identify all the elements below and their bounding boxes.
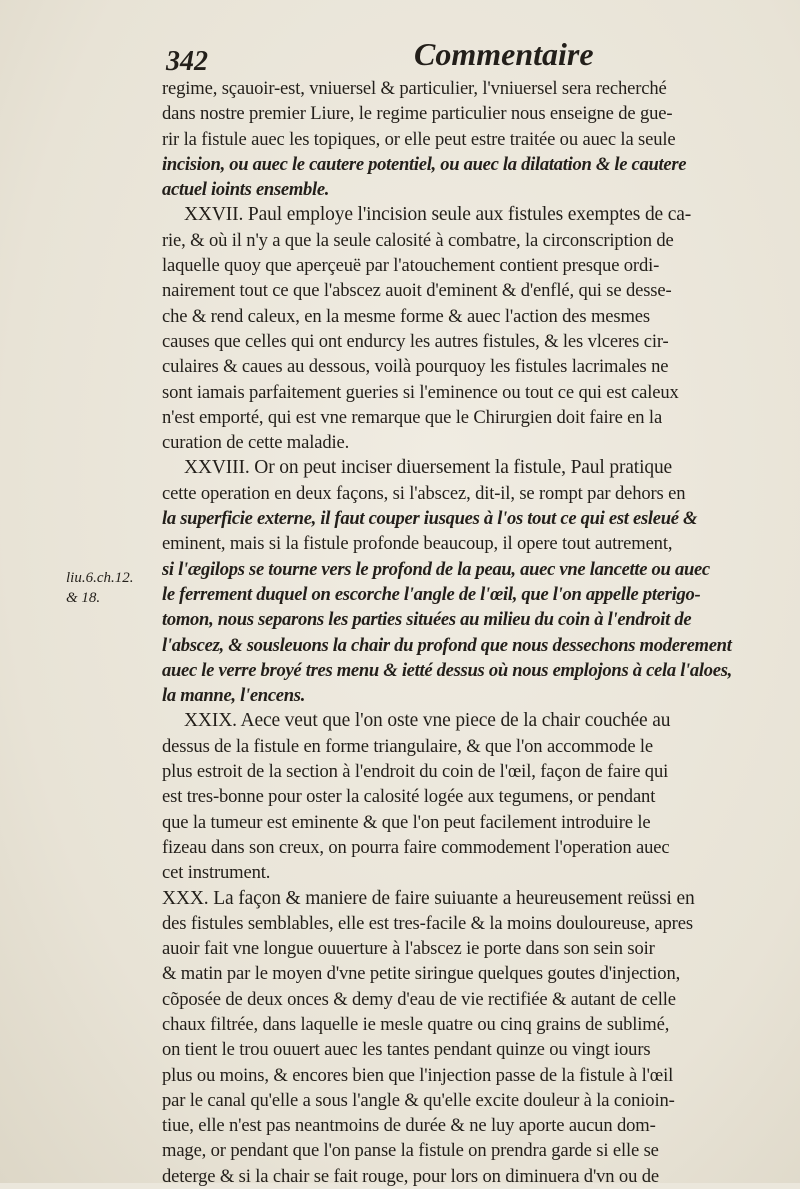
margin-note-line: liu.6.ch.12. [66, 570, 134, 586]
paragraph-start-xxix: XXIX. Aece veut que l'on oste vne piece de la chair couchée au [184, 710, 671, 732]
text-line: tiue, elle n'est pas neantmoins de durée & ne luy aporte aucun dom- [162, 1115, 656, 1137]
text-line: causes que celles qui ont endurcy les autres fistules, & les vlceres cir- [162, 330, 669, 352]
text-line: des fistules semblables, elle est tres-facile & la moins douloureuse, apres [162, 912, 693, 934]
text-line: plus ou moins, & encores bien que l'injection passe de la fistule à l'œil [162, 1064, 674, 1086]
text-line: eminent, mais si la fistule profonde beaucoup, il opere tout autrement, [162, 533, 673, 555]
body-text [162, 76, 792, 1189]
text-line: actuel ioints ensemble. [162, 179, 330, 201]
text-line: rir la fistule auec les topiques, or elle peut estre traitée ou auec la seule [162, 128, 676, 150]
text-line: auoir fait vne longue ouuerture à l'abscez ie porte dans son sein soir [162, 938, 655, 960]
text-line: cette operation en deux façons, si l'abscez, dit-il, se rompt par dehors en [162, 482, 686, 504]
text-line: che & rend caleux, en la mesme forme & auec l'action des mesmes [162, 305, 650, 327]
text-line: dans nostre premier Liure, le regime particulier nous enseigne de gue- [162, 103, 673, 125]
text-line: l'abscez, & sousleuons la chair du profond que nous dessechons moderement [162, 634, 732, 656]
text-line: que la tumeur est eminente & que l'on peut facilement introduire le [162, 811, 651, 833]
text-line: rie, & où il n'y a que la seule calosité à combatre, la circonscription de [162, 229, 674, 251]
text-line: sont iamais parfaitement gueries si l'eminence ou tout ce qui est caleux [162, 381, 679, 403]
text-line: auec le verre broyé tres menu & ietté dessus où nous emplojons à cela l'aloes, [162, 659, 733, 681]
text-line: incision, ou auec le cautere potentiel, ou auec la dilatation & le cautere [162, 153, 687, 175]
text-line: regime, sçauoir-est, vniuersel & particulier, l'vniuersel sera recherché [162, 78, 667, 99]
text-line: n'est emporté, qui est vne remarque que le Chirurgien doit faire en la [162, 406, 663, 428]
text-line: fizeau dans son creux, on pourra faire commodement l'operation auec [162, 836, 670, 858]
text-line: par le canal qu'elle a sous l'angle & qu'elle excite douleur à la conioin- [162, 1089, 675, 1111]
paragraph-start-xxx: XXX. La façon & maniere de faire suiuante a heureusement reüssi en [162, 887, 695, 909]
text-line: est tres-bonne pour oster la calosité logée aux tegumens, or pendant [162, 786, 656, 808]
page-number: 342 [166, 46, 208, 77]
text-line: mage, or pendant que l'on panse la fistule on prendra garde si elle se [162, 1140, 659, 1162]
text-line: cet instrument. [162, 862, 271, 884]
text-line: on tient le trou ouuert auec les tantes pendant quinze ou vingt iours [162, 1039, 651, 1061]
text-line: la superficie externe, il faut couper iusques à l'os tout ce qui est esleué & [162, 508, 698, 530]
text-line: le ferrement duquel on escorche l'angle de l'œil, que l'on appelle pterigo- [162, 583, 701, 605]
paragraph-start-xxvii: XXVII. Paul employe l'incision seule aux fistules exemptes de ca- [184, 204, 692, 226]
text-line: tomon, nous separons les parties situées au milieu du coin à l'endroit de [162, 609, 692, 631]
text-line: & matin par le moyen d'vne petite siringue quelques goutes d'injection, [162, 963, 681, 985]
margin-note-line: & 18. [66, 590, 101, 606]
text-line: cõposée de deux onces & demy d'eau de vie rectifiée & autant de celle [162, 988, 676, 1010]
running-title: Commentaire [414, 36, 594, 72]
margin-note [66, 568, 134, 608]
text-line: deterge & si la chair se fait rouge, pour lors on diminuera d'vn ou de [162, 1165, 659, 1187]
text-line: chaux filtrée, dans laquelle ie mesle quatre ou cinq grains de sublimé, [162, 1013, 670, 1035]
text-line: la manne, l'encens. [162, 685, 306, 707]
paragraph-start-xxviii: XXVIII. Or on peut inciser diuersement la fistule, Paul pratique [184, 457, 673, 479]
text-line: nairement tout ce que l'abscez auoit d'eminent & d'enflé, qui se desse- [162, 280, 672, 302]
text-line: culaires & caues au dessous, voilà pourquoy les fistules lacrimales ne [162, 356, 669, 378]
text-line: curation de cette maladie. [162, 432, 350, 454]
text-line: si l'ægilops se tourne vers le profond de la peau, auec vne lancette ou auec [162, 558, 710, 580]
text-line: plus estroit de la section à l'endroit du coin de l'œil, façon de faire qui [162, 761, 669, 783]
text-line: laquelle quoy que aperçeuë par l'atouchement contient presque ordi- [162, 255, 660, 277]
text-line: dessus de la fistule en forme triangulaire, & que l'on accommode le [162, 735, 654, 757]
